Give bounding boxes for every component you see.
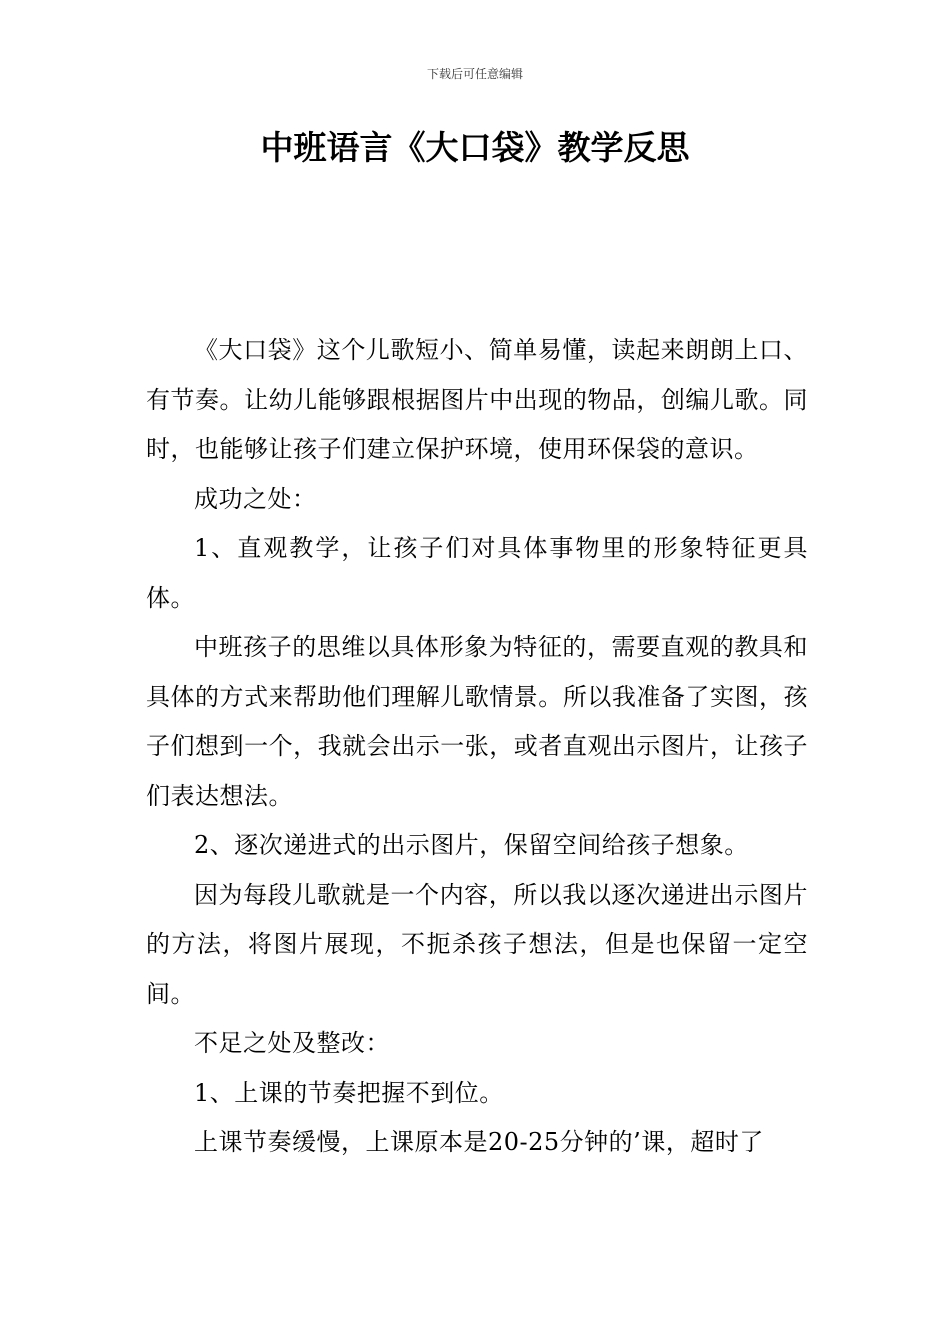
document-body bbox=[146, 326, 808, 1168]
paragraph-point-2-detail: 因为每段儿歌就是一个内容，所以我以逐次递进出示图片的方法，将图片展现，不扼杀孩子想法，但是也保留一定空间。 bbox=[146, 880, 808, 1008]
paragraph-point-1-detail: 中班孩子的思维以具体形象为特征的，需要直观的教具和具体的方式来帮助他们理解儿歌情景。所以我准备了实图，孩子们想到一个，我就会出示一张，或者直观出示图片，让孩子们表达想法。 bbox=[146, 633, 808, 810]
paragraph-shortcoming-1: 1、上课的节奏把握不到位。 bbox=[194, 1078, 504, 1107]
paragraph-shortcoming-1-detail: 上课节奏缓慢，上课原本是20-25分钟的’课，超时了 bbox=[194, 1128, 764, 1156]
paragraph-point-2: 2、逐次递进式的出示图片，保留空间给孩子想象。 bbox=[194, 831, 749, 859]
paragraph-point-1: 1、直观教学，让孩子们对具体事物里的形象特征更具体。 bbox=[146, 534, 808, 612]
header-note: 下载后可任意编辑 bbox=[426, 67, 523, 81]
paragraph-intro: 《大口袋》这个儿歌短小、简单易懂，读起来朗朗上口、有节奏。让幼儿能够跟根据图片中出现的物品，创编儿歌。同时，也能够让孩子们建立保护环境，使用环保袋的意识。 bbox=[146, 336, 808, 463]
paragraph-shortcomings-heading: 不足之处及整改： bbox=[194, 1029, 390, 1057]
document-title: 中班语言《大口袋》教学反思 bbox=[260, 128, 690, 167]
paragraph-success-heading: 成功之处： bbox=[194, 484, 317, 513]
